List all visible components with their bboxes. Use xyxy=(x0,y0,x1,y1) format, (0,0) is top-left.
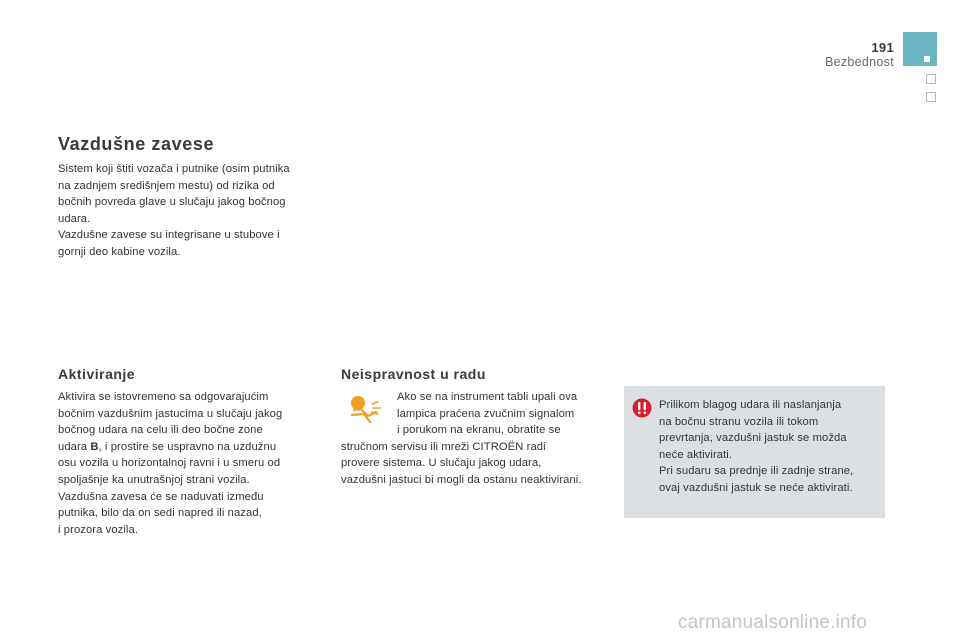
activation-line xyxy=(58,439,308,456)
chapter-tab-marker xyxy=(903,32,937,66)
activation-line: osu vozila u horizontalnoj ravni i u smeru od xyxy=(58,457,281,470)
warning-note-box xyxy=(624,386,885,518)
activation-text-fragment: udara xyxy=(58,440,91,453)
page-title: Vazdušne zavese xyxy=(58,134,215,154)
tab-dot xyxy=(924,56,930,62)
activation-text-fragment: , i prostire se uspravno na uzdužnu xyxy=(98,440,277,453)
malfunction-line: provere sistema. U slučaju jakog udara, xyxy=(341,457,542,470)
intro-line: bočnih povreda glave u slučaju jakog bočnog xyxy=(58,196,286,209)
activation-heading: Aktiviranje xyxy=(58,366,136,382)
chapter-marker-empty-2 xyxy=(926,92,936,102)
warning-line: prevrtanja, vazdušni jastuk se možda xyxy=(659,432,847,445)
intro-line: udara. xyxy=(58,212,91,225)
warning-line: Prilikom blagog udara ili naslanjanja xyxy=(659,399,842,411)
warning-line: Pri sudaru sa prednje ili zadnje strane, xyxy=(659,465,854,478)
activation-line: putnika, bilo da on sedi napred ili nazad, xyxy=(58,507,262,520)
malfunction-line: i porukom na ekranu, obratite se xyxy=(397,424,561,437)
intro-paragraph xyxy=(58,161,320,261)
intro-line: na zadnjem središnjem mestu) od rizika od xyxy=(58,179,275,192)
activation-line: bočnim vazdušnim jastucima u slučaju jakog xyxy=(58,407,283,420)
watermark: carmanualsonline.info xyxy=(678,612,868,633)
intro-line: Sistem koji štiti vozača i putnike (osim putnika xyxy=(58,163,290,175)
warning-text xyxy=(659,397,881,497)
intro-line: gornji deo kabine vozila. xyxy=(58,245,181,258)
chapter-marker-empty-1 xyxy=(926,74,936,84)
zone-label-bold: B xyxy=(90,440,99,453)
malfunction-heading: Neispravnost u radu xyxy=(341,366,486,382)
section-label: Bezbednost xyxy=(824,55,894,69)
malfunction-line: stručnom servisu ili mreži CITROËN radi xyxy=(341,440,546,453)
activation-line: Aktivira se istovremeno sa odgovarajućim xyxy=(58,391,269,403)
activation-line: spoljašnje ka unutrašnjoj strani vozila. xyxy=(58,473,250,486)
malfunction-line: Ako se na instrument tabli upali ova xyxy=(397,391,578,403)
icon-spacer xyxy=(341,389,393,427)
activation-line: Vazdušna zavesa će se naduvati između xyxy=(58,490,264,503)
page-number: 191 xyxy=(871,40,894,55)
malfunction-paragraph xyxy=(341,389,616,489)
activation-paragraph xyxy=(58,389,308,538)
warning-line: neće aktivirati. xyxy=(659,448,733,461)
activation-line: bočnog udara na celu ili deo bočne zone xyxy=(58,424,263,437)
exclamation-icon xyxy=(632,398,652,418)
intro-line: Vazdušne zavese su integrisane u stubove i xyxy=(58,229,280,242)
warning-line: ovaj vazdušni jastuk se neće aktivirati. xyxy=(659,481,853,494)
malfunction-line: vazdušni jastuci bi mogli da ostanu neaktivirani. xyxy=(341,473,582,486)
warning-line: na bočnu stranu vozila ili tokom xyxy=(659,415,819,428)
malfunction-line: lampica praćena zvučnim signalom xyxy=(397,407,575,420)
activation-line: i prozora vozila. xyxy=(58,523,139,536)
